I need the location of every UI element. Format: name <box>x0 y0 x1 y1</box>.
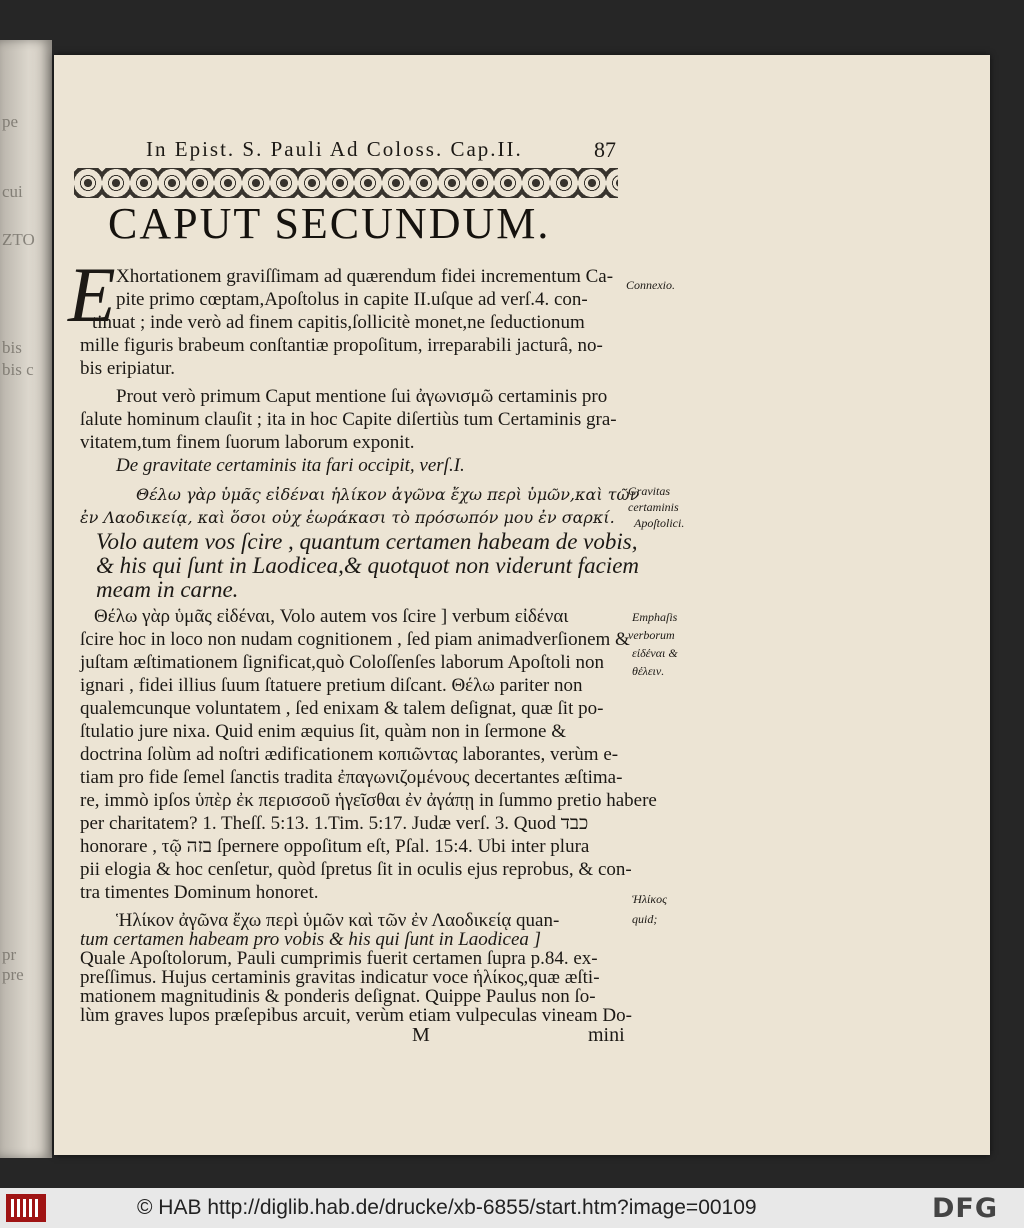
text-line: bis eripiatur. <box>80 358 175 379</box>
running-title: In Epist. S. Pauli Ad Coloss. Cap.II. <box>146 137 523 161</box>
margin-note-emphasis: εἰδέναι & <box>632 646 678 660</box>
text-line: ignari , fidei illius ſuum ſtatuere pretium diſcant. Θέλω pariter non <box>80 675 583 696</box>
margin-note-emphasis: verborum <box>628 628 675 642</box>
text-line: re, immò ipſos ὑπὲρ ἐκ περισσοῦ ἡγεῖσθαι ἐν ἀγάπῃ in ſummo pretio habere <box>80 790 657 811</box>
margin-note-helikos: quid; <box>632 912 658 926</box>
margin-note-gravitas: Gravitas <box>628 484 670 498</box>
page-number: 87 <box>594 137 616 162</box>
text-line: pii elogia & hoc cenſetur, quòd ſpretus ſit in oculis ejus reprobus, & con- <box>80 859 632 880</box>
catchword: mini <box>588 1024 625 1046</box>
hab-library-logo-icon <box>6 1194 46 1222</box>
text-line: Θέλω γὰρ ὑμᾶς εἰδέναι, Volo autem vos ſcire ] verbum εἰδέναι <box>94 606 569 627</box>
margin-note-gravitas: Apoſtolici. <box>634 516 685 530</box>
text-line: tum certamen habeam pro vobis & his qui ſunt in Laodicea ] <box>80 929 542 950</box>
text-line: pite primo cœptam,Apoſtolus in capite II.uſque ad verſ.4. con- <box>116 289 588 310</box>
facing-page-fragment: pr <box>2 945 17 964</box>
margin-note-helikos: Ἡλίκος <box>632 892 667 906</box>
text-line: Quale Apoſtolorum, Pauli cumprimis fuerit certamen ſupra p.84. ex- <box>80 948 598 969</box>
text-line: Prout verò primum Caput mentione ſui ἀγωνισμῶ certaminis pro <box>116 386 608 407</box>
drop-cap: E <box>68 251 116 338</box>
text-line: juſtam æſtimationem ſignificat,quò Coloſſenſes laborum Apoſtoli non <box>80 652 605 673</box>
chapter-title: CAPUT SECUNDUM. <box>108 199 551 248</box>
margin-note-connexio: Connexio. <box>626 278 675 292</box>
text-line: honorare , τῷ בזה ſpernere oppoſitum eſt, Pſal. 15:4. Ubi inter plura <box>80 836 590 857</box>
facing-page-edge <box>0 40 52 1158</box>
viewer-footer <box>0 1188 1024 1228</box>
facing-page-fragment: cui <box>2 182 23 201</box>
latin-verse-line: Volo autem vos ſcire , quantum certamen habeam de vobis, <box>96 529 638 554</box>
text-line: per charitatem? 1. Theſſ. 5:13. 1.Tim. 5:17. Judæ verſ. 3. Quod כבד <box>80 813 589 834</box>
facing-page-fragment: bis c <box>2 360 34 379</box>
facing-page-fragment: ZTO <box>2 230 35 249</box>
text-line: qualemcunque voluntatem , ſed enixam & talem deſignat, quæ ſit po- <box>80 698 604 719</box>
text-line: ſtulatio jure nixa. Quid enim æquius ſit, quàm non in ſermone & <box>80 721 567 742</box>
text-line: tra timentes Dominum honoret. <box>80 882 319 903</box>
text-line: Ἡλίκον ἀγῶνα ἔχω περὶ ὑμῶν καὶ τῶν ἐν Λαοδικείᾳ quan- <box>116 910 560 931</box>
ornament-band <box>74 168 618 198</box>
text-line: ſcire hoc in loco non nudam cognitionem , ſed piam animadverſionem & <box>80 629 630 650</box>
margin-note-emphasis: θέλειν. <box>632 664 665 678</box>
text-line: lùm graves lupos præſepibus arcuit, verùm etiam vulpeculas vineam Do- <box>80 1005 632 1026</box>
text-line: ſalute hominum clauſit ; ita in hoc Capite diſertiùs tum Certaminis gra- <box>80 409 617 430</box>
signature-mark: M <box>412 1024 430 1046</box>
copyright-url-link[interactable]: © HAB http://diglib.hab.de/drucke/xb-6855/start.htm?image=00109 <box>137 1196 757 1219</box>
latin-verse-line: meam in carne. <box>96 577 239 602</box>
text-line: mationem magnitudinis & ponderis deſignat. Quippe Paulus non ſo- <box>80 986 596 1007</box>
greek-verse-line: Θέλω γὰρ ὑμᾶς εἰδέναι ἡλίκον ἀγῶνα ἔχω περὶ ὑμῶν,καὶ τῶν <box>136 485 640 504</box>
text-line: mille figuris brabeum conſtantiæ propoſitum, irreparabili jacturâ, no- <box>80 335 603 356</box>
text-line: De gravitate certaminis ita fari occipit, verſ.I. <box>116 455 465 476</box>
text-line: tiam pro fide ſemel ſanctis tradita ἐπαγωνιζομένους decertantes æſtima- <box>80 767 623 788</box>
margin-note-gravitas: certaminis <box>628 500 679 514</box>
greek-verse-line: ἐν Λαοδικείᾳ, καὶ ὅσοι οὐχ ἑωράκασι τὸ πρόσωπόν μου ἐν σαρκί. <box>80 508 615 527</box>
facing-page-fragment: pre <box>2 965 24 984</box>
facing-page-fragment: pe <box>2 112 19 131</box>
dfg-logo: DFG <box>932 1193 999 1224</box>
text-line: doctrina ſolùm ad noſtri ædificationem κοπιῶντας laborantes, verùm e- <box>80 744 619 765</box>
text-line: tinuat ; inde verò ad finem capitis,ſollicitè monet,ne ſeductionum <box>92 312 585 333</box>
text-line: preſſimus. Hujus certaminis gravitas indicatur voce ἡλίκος,quæ æſti- <box>80 967 600 988</box>
facing-page-fragment: bis <box>2 338 22 357</box>
text-line: vitatem,tum finem ſuorum laborum exponit. <box>80 432 415 453</box>
latin-verse-line: & his qui ſunt in Laodicea,& quotquot non viderunt faciem <box>96 553 640 578</box>
text-line: Xhortationem graviſſimam ad quærendum fidei incrementum Ca- <box>116 266 614 287</box>
margin-note-emphasis: Emphaſis <box>632 610 678 624</box>
